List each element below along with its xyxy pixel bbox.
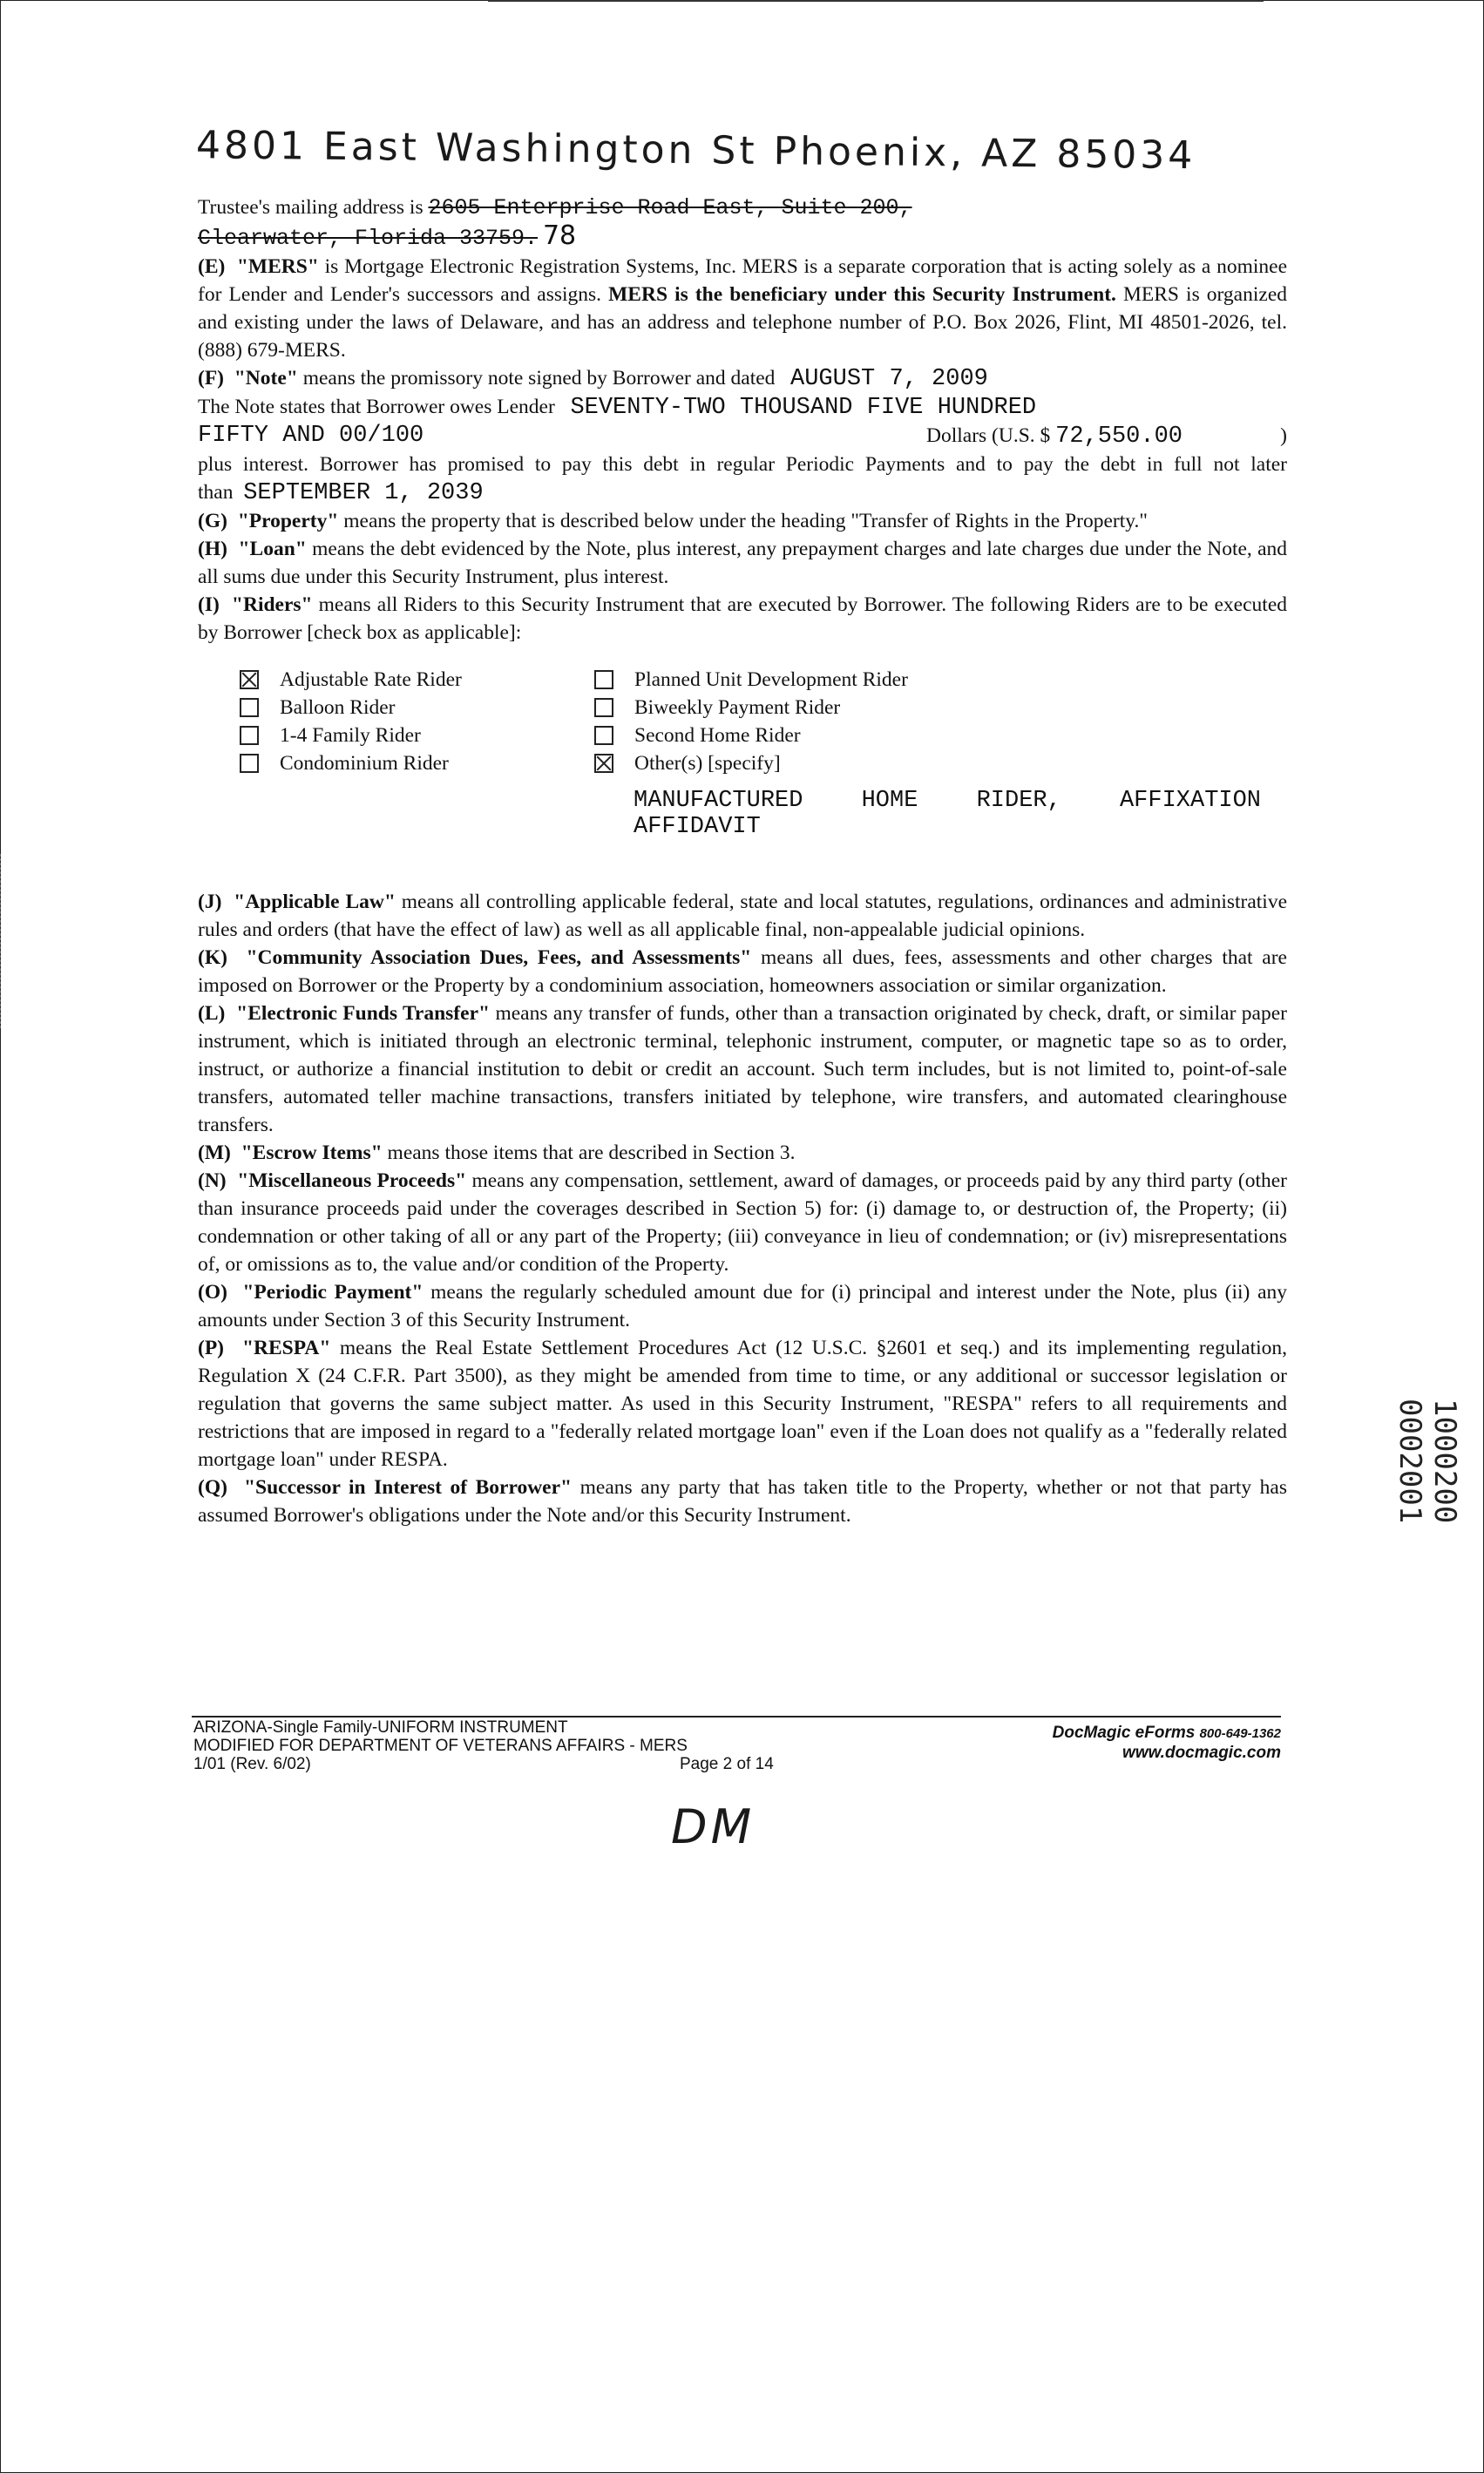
definition-riders: (I) "Riders" means all Riders to this Security Instrument that are executed by Borrower. The following Riders are to be executed by Borrower [check box as applicable]: bbox=[198, 593, 1288, 644]
definition-item: (N) "Miscellaneous Proceeds" means any compensation, settlement, award of damages, or proceeds paid by any third party (other than insurance proceeds paid under the coverages described in Section 5) for: (i) damage to, or destruction of, the Property; (ii) condemnation or other taking of all or any part of the Property; (iii) conveyance in lieu of condemnation; or (iv) misrepresentations of, or omissions as to, the value and/or condition of the Property. bbox=[198, 1169, 1288, 1276]
struck-address-line1: 2605 Enterprise Road East, Suite 200, bbox=[428, 195, 912, 220]
document-body bbox=[198, 193, 1287, 1529]
definition-item: (K) "Community Association Dues, Fees, and Assessments" means all dues, fees, assessments and other charges that are imposed on Borrower or the Property by a condominium association, homeowners association or similar organization. bbox=[198, 946, 1287, 997]
rider-checkbox[interactable] bbox=[240, 754, 259, 773]
form-identifier: ARIZONA-Single Family-UNIFORM INSTRUMENT MODIFIED FOR DEPARTMENT OF VETERANS AFFAIRS - MERS 1/01 (Rev. 6/02) bbox=[193, 1718, 688, 1773]
definition-item: (M) "Escrow Items" means those items that are described in Section 3. bbox=[198, 1142, 796, 1164]
maturity-date: SEPTEMBER 1, 2039 bbox=[243, 480, 484, 506]
rider-balloon[interactable]: Balloon Rider bbox=[240, 694, 396, 722]
definition-item: (Q) "Successor in Interest of Borrower" means any party that has taken title to the Property, whether or not that party has assumed Borrower's obligations under the Note and/or this Security Instrument. bbox=[198, 1476, 1287, 1527]
trustee-address: Trustee's mailing address is 2605 Enterprise Road East, Suite 200, Clearwater, Florida 33759. 78 bbox=[198, 195, 912, 251]
rider-checkbox[interactable] bbox=[240, 670, 259, 689]
rider-second-home[interactable]: Second Home Rider bbox=[594, 722, 801, 749]
struck-address-line2: Clearwater, Florida 33759. bbox=[198, 226, 539, 251]
riders-checklist bbox=[198, 657, 1287, 862]
rider-checkbox[interactable] bbox=[240, 726, 259, 745]
rider-condominium[interactable]: Condominium Rider bbox=[240, 749, 449, 777]
rider-planned-unit[interactable]: Planned Unit Development Rider bbox=[594, 666, 908, 694]
rider-other[interactable]: Other(s) [specify] bbox=[594, 749, 781, 777]
footer-rule bbox=[192, 1716, 1281, 1718]
other-rider-specification: MANUFACTURED HOME RIDER, AFFIXATION AFFIDAVIT bbox=[634, 788, 1261, 840]
definition-item: (J) "Applicable Law" means all controlling applicable federal, state and local statutes, regulations, ordinances and administrative rules and orders (that have the effect of law) as well as all applicable final, non-appealable judicial opinions. bbox=[198, 891, 1288, 941]
rider-checkbox[interactable] bbox=[594, 754, 613, 773]
top-rule bbox=[488, 0, 1264, 2]
rider-checkbox[interactable] bbox=[240, 698, 259, 717]
rider-1-4-family[interactable]: 1-4 Family Rider bbox=[240, 722, 421, 749]
scan-margin-marks bbox=[0, 854, 8, 1028]
definition-item: (P) "RESPA" means the Real Estate Settlement Procedures Act (12 U.S.C. §2601 et seq.) and its implementing regulation, Regulation X (24 C.F.R. Part 3500), as they might be amended from time to time, or any additional or successor legislation or regulation that governs the same subject matter. As used in this Security Instrument, "RESPA" refers to all requirements and restrictions that are imposed in regard to a "federally related mortgage loan" even if the Loan does not qualify as a "federally related mortgage loan" under RESPA. bbox=[198, 1337, 1288, 1471]
amount-words-1: SEVENTY-TWO THOUSAND FIVE HUNDRED bbox=[570, 395, 1037, 421]
handwritten-note: 78 bbox=[542, 220, 577, 251]
definition-loan: (H) "Loan" means the debt evidenced by the Note, plus interest, any prepayment charges and late charges due under the Note, and all sums due under this Security Instrument, plus interest. bbox=[198, 538, 1288, 588]
docmagic-url: www.docmagic.com bbox=[1122, 1744, 1281, 1762]
page-number: Page 2 of 14 bbox=[680, 1755, 774, 1773]
docmagic-brand: DocMagic eForms 800-649-1362 www.docmagic.com bbox=[1052, 1724, 1281, 1762]
note-amount: 72,550.00 bbox=[1055, 423, 1182, 450]
handwritten-initials: DM bbox=[671, 1799, 756, 1854]
rider-checkbox[interactable] bbox=[594, 726, 613, 745]
handwritten-address: 4801 East Washington St Phoenix, AZ 85034 bbox=[195, 123, 1196, 179]
margin-stamp: 1000200 0002001 bbox=[1393, 1399, 1462, 1524]
amount-words-2: FIFTY AND 00/100 bbox=[198, 423, 424, 449]
note-date: AUGUST 7, 2009 bbox=[790, 366, 988, 392]
rider-checkbox[interactable] bbox=[594, 698, 613, 717]
rider-biweekly[interactable]: Biweekly Payment Rider bbox=[594, 694, 840, 722]
definitions-list bbox=[198, 888, 1287, 1529]
definition-note: (F) "Note" means the promissory note signed by Borrower and dated AUGUST 7, 2009 The Note states that Borrower owes Lender SEVENTY-TWO THOUSAND FIVE HUNDRED FIFTY AND 00/100 Dollars (U.S. $ 72,550.00 ) plus interest. Borrower has promised to pay this debt in regular Periodic Payments and to pay the debt in full not later than SEPTEMBER 1, 2039 bbox=[198, 366, 1287, 506]
rider-adjustable-rate[interactable]: Adjustable Rate Rider bbox=[240, 666, 462, 694]
definition-item: (L) "Electronic Funds Transfer" means any transfer of funds, other than a transaction originated by check, draft, or similar paper instrument, which is initiated through an electronic terminal, telephonic instrument, computer, or magnetic tape so as to order, instruct, or authorize a financial institution to debit or credit an account. Such term includes, but is not limited to, point-of-sale transfers, automated teller machine transactions, transfers initiated by telephone, wire transfers, and automated clearinghouse transfers. bbox=[198, 1002, 1287, 1136]
definition-mers: (E) "MERS" is Mortgage Electronic Registration Systems, Inc. MERS is a separate corporation that is acting solely as a nominee for Lender and Lender's successors and assigns. MERS is the beneficiary under this Security Instrument. MERS is organized and existing under the laws of Delaware, and has an address and telephone number of P.O. Box 2026, Flint, MI 48501-2026, tel. (888) 679-MERS. bbox=[198, 255, 1287, 362]
rider-checkbox[interactable] bbox=[594, 670, 613, 689]
definition-property: (G) "Property" means the property that is described below under the heading "Transfer of Rights in the Property." bbox=[198, 510, 1148, 532]
definition-item: (O) "Periodic Payment" means the regularly scheduled amount due for (i) principal and interest under the Note, plus (ii) any amounts under Section 3 of this Security Instrument. bbox=[198, 1281, 1288, 1331]
